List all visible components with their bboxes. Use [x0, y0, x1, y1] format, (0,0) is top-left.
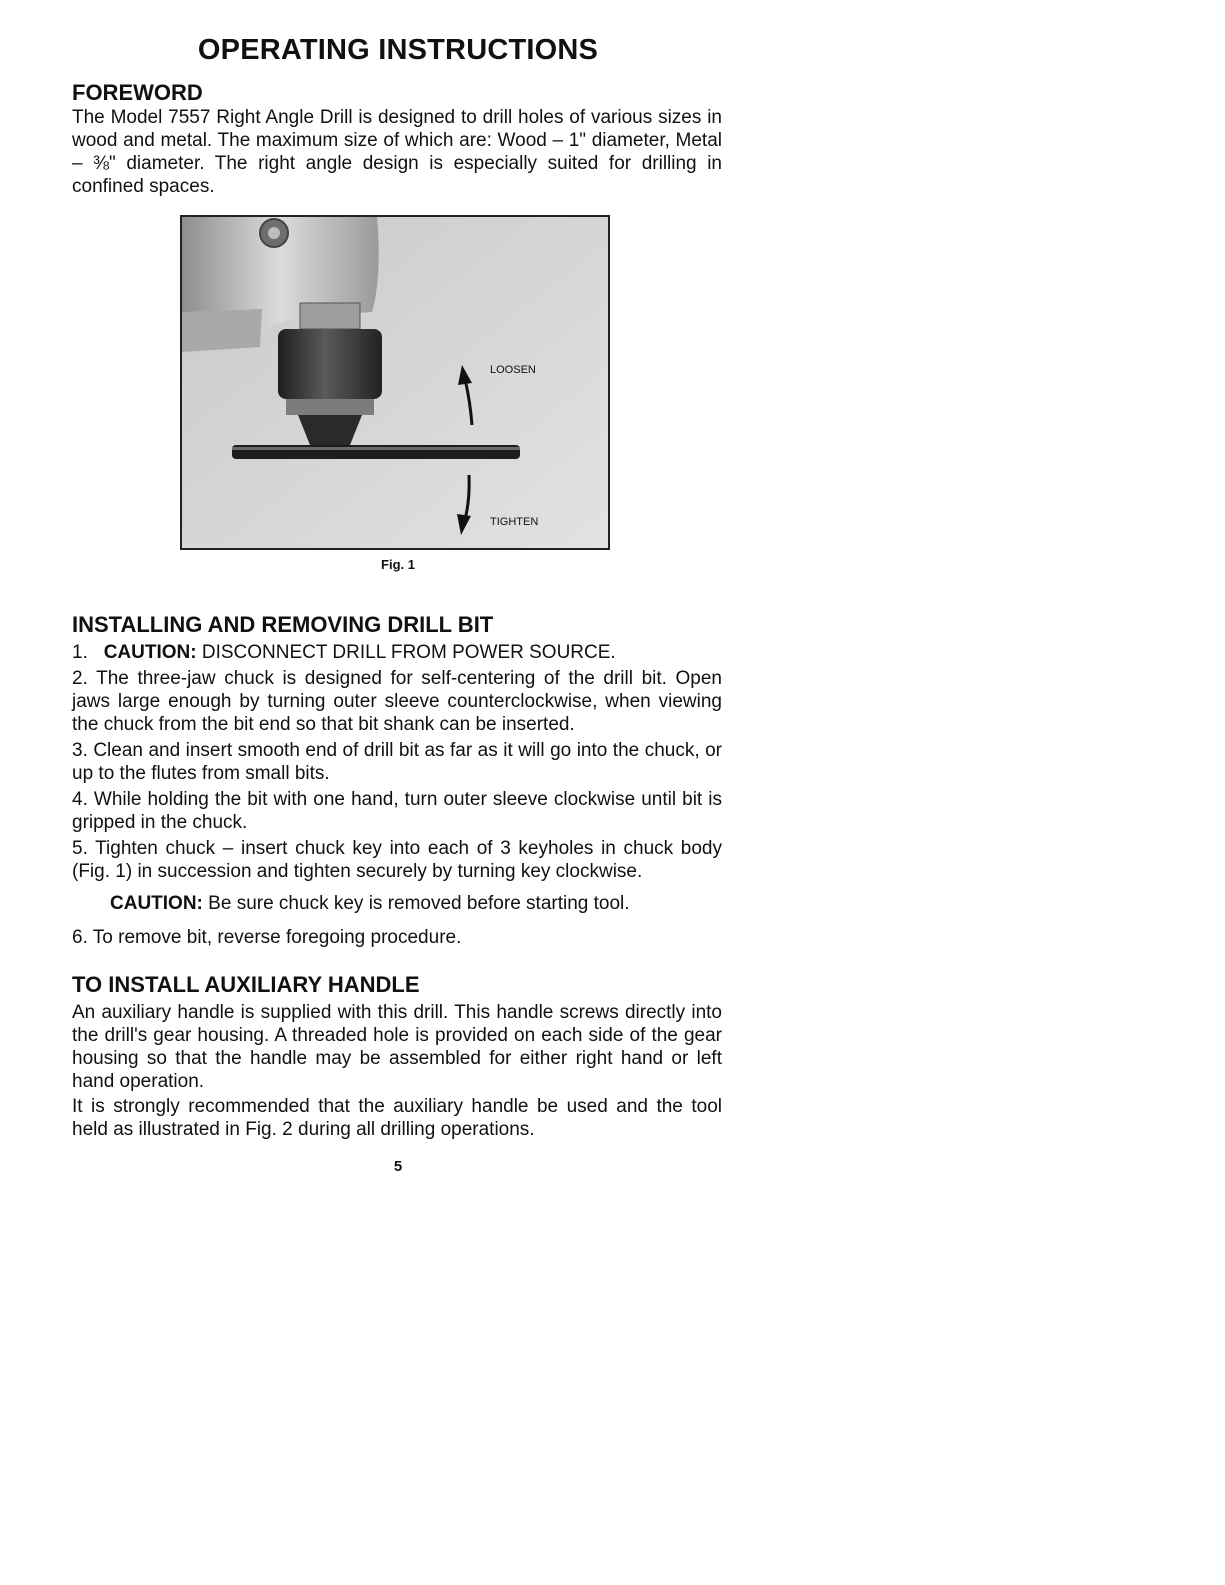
auxiliary-paragraph-1: An auxiliary handle is supplied with this drill. This handle screws directly into the drill's gear housing. A threaded hole is provided on each side of the gear housing so that the handle may be assembled for either right hand or left hand operation.	[72, 1002, 722, 1092]
figure-caption: Fig. 1	[381, 557, 415, 572]
step-1	[72, 641, 722, 664]
step-1-number: 1.	[72, 642, 88, 663]
foreword-text: The Model 7557 Right Angle Drill is designed to drill holes of various sizes in wood and metal. The maximum size of which are: Wood – 1" diameter, Metal – ⅜" diameter. The right angle design is especially suited for drilling in confined spaces.	[72, 107, 722, 197]
auxiliary-paragraph-2: It is strongly recommended that the auxiliary handle be used and the tool held as illustrated in Fig. 2 during all drilling operations.	[72, 1096, 722, 1140]
foreword-heading: FOREWORD	[72, 80, 203, 105]
installing-heading: INSTALLING AND REMOVING DRILL BIT	[72, 612, 494, 637]
caution-text: Be sure chuck key is removed before starting tool.	[208, 893, 630, 914]
page-title: OPERATING INSTRUCTIONS	[197, 34, 599, 66]
step-2: 2. The three-jaw chuck is designed for self-centering of the drill bit. Open jaws large enough by turning outer sleeve counterclockwise, when viewing the chuck from the bit end so that bit shank can be inserted.	[72, 668, 722, 735]
tighten-label: TIGHTEN	[490, 516, 539, 528]
auxiliary-heading: TO INSTALL AUXILIARY HANDLE	[72, 972, 420, 997]
drill-chuck-illustration	[182, 217, 608, 548]
step-1-caution: CAUTION:	[103, 642, 197, 663]
step-4: 4. While holding the bit with one hand, turn outer sleeve clockwise until bit is gripped in the chuck.	[72, 789, 722, 833]
step-3: 3. Clean and insert smooth end of drill bit as far as it will go into the chuck, or up to the flutes from small bits.	[72, 740, 722, 784]
caution-note	[110, 892, 722, 915]
page-number: 5	[393, 1158, 403, 1175]
step-6: 6. To remove bit, reverse foregoing procedure.	[72, 927, 462, 948]
caution-label: CAUTION:	[110, 893, 203, 914]
figure-1-photo	[180, 215, 610, 550]
loosen-label: LOOSEN	[490, 364, 536, 376]
step-1-text: DISCONNECT DRILL FROM POWER SOURCE.	[201, 642, 616, 663]
step-5: 5. Tighten chuck – insert chuck key into each of 3 keyholes in chuck body (Fig. 1) in succession and tighten securely by turning key clockwise.	[72, 838, 722, 882]
